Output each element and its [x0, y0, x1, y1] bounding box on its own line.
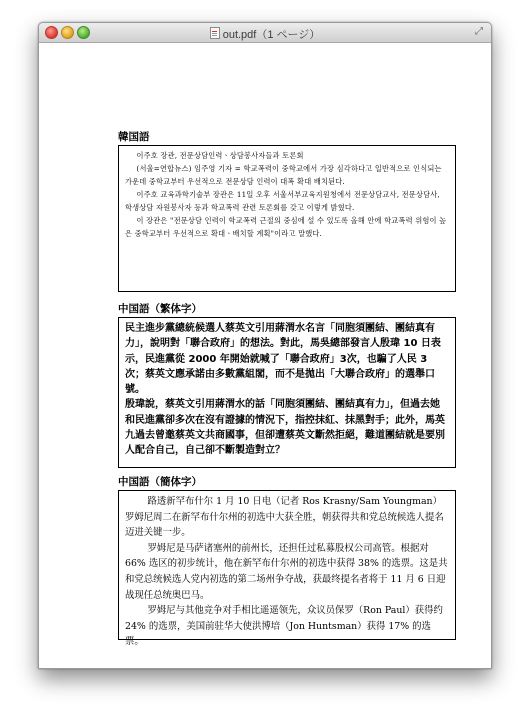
pdf-document-icon: [210, 27, 220, 39]
korean-paragraph: 이주호 장관, 전문상담인력ㆍ상담봉사자들과 토론회: [136, 151, 304, 160]
fullscreen-icon[interactable]: ⤢: [475, 26, 483, 37]
korean-paragraph: 이 장관은 "전문상담 인력이 학교폭력 근절의 중심에 설 수 있도록 올해 안에 학교폭력 위험이 높은 중학교부터 우선적으로 확대ㆍ배치할 계획"이라고 말했다.: [125, 216, 447, 238]
korean-section: [118, 131, 456, 292]
simplified-chinese-section: [118, 476, 456, 648]
window-title-text: out.pdf（1 ページ）: [222, 29, 321, 41]
korean-paragraph: 이주호 교육과학기술부 장관은 11일 오후 서울서부교육지원청에서 전문상담교사, 전문상담사, 학생상담 자원봉사자 등과 학교폭력 관련 토론회를 갖고 이렇게 밝혔다.: [125, 190, 440, 212]
simplified-chinese-paragraph: 路透新罕布什尔 1 月 10 日电（记者 Ros Krasny/Sam Youngman）罗姆尼周二在新罕布什尔州的初选中大获全胜，朝获得共和党总统候选人提名迈进关键一步。: [125, 496, 444, 539]
traditional-chinese-text-box: [118, 317, 456, 468]
title-bar[interactable]: [39, 23, 491, 43]
traditional-chinese-paragraph: 殷瑋說，蔡英文引用蔣渭水的話「同胞須團結、團結真有力」，但過去她和民進黨卻多次在沒有證據的情況下，指控抹紅、抹黑對手；此外，馬英九過去曾邀蔡英文共商國事，但卻遭蔡英文斷然拒絕，難道團結就是要別人配合自己，自己卻不斷製造對立？: [125, 399, 445, 457]
simplified-chinese-paragraph: 罗姆尼是马萨诸塞州的前州长，还担任过私募股权公司高管。根据对 66% 选区的初步统计，他在新罕布什尔州的初选中获得 38% 的选票。这是共和党总统候选人党内初选的第二场州争夺战，获最终提名者将于 11 月 6 日迎战现任总统奥巴马。: [125, 542, 448, 601]
traditional-chinese-section: [118, 303, 456, 468]
simplified-chinese-text-box: [118, 490, 456, 648]
preview-window: [38, 22, 492, 669]
korean-paragraph: (서울=연합뉴스) 임주영 기자 = 학교폭력이 중학교에서 가장 심각하다고 일반적으로 인식되는 가운데 중학교부터 우선적으로 전문상담 인력이 대폭 확대 배치된다.: [125, 164, 442, 186]
traditional-chinese-heading: 中国語（繁体字）: [118, 303, 202, 315]
simplified-chinese-heading: 中国語（簡体字）: [118, 476, 202, 488]
traditional-chinese-paragraph: 民主進步黨總統候選人蔡英文引用蔣渭水名言「同胞須團結、團結真有力」，說明對「聯合政府」的想法。對此，馬吳總部發言人殷瑋 10 日表示，民進黨從 2000 年開始就喊了「聯合政府」3次，也騙了人民 3 次；蔡英文應承諾由多數黨組閣，而不是拋出「大聯合政府」的選舉口號。: [125, 323, 441, 396]
window-title: [39, 26, 491, 42]
simplified-chinese-paragraph: 罗姆尼与其他竞争对手相比遥遥领先，众议员保罗（Ron Paul）获得约 24% 的选票，美国前驻华大使洪博培（Jon Huntsman）获得 17% 的选票。: [125, 605, 443, 648]
korean-text-box: [118, 145, 456, 292]
korean-heading: 韓国語: [118, 131, 150, 143]
pdf-page: [39, 43, 491, 668]
